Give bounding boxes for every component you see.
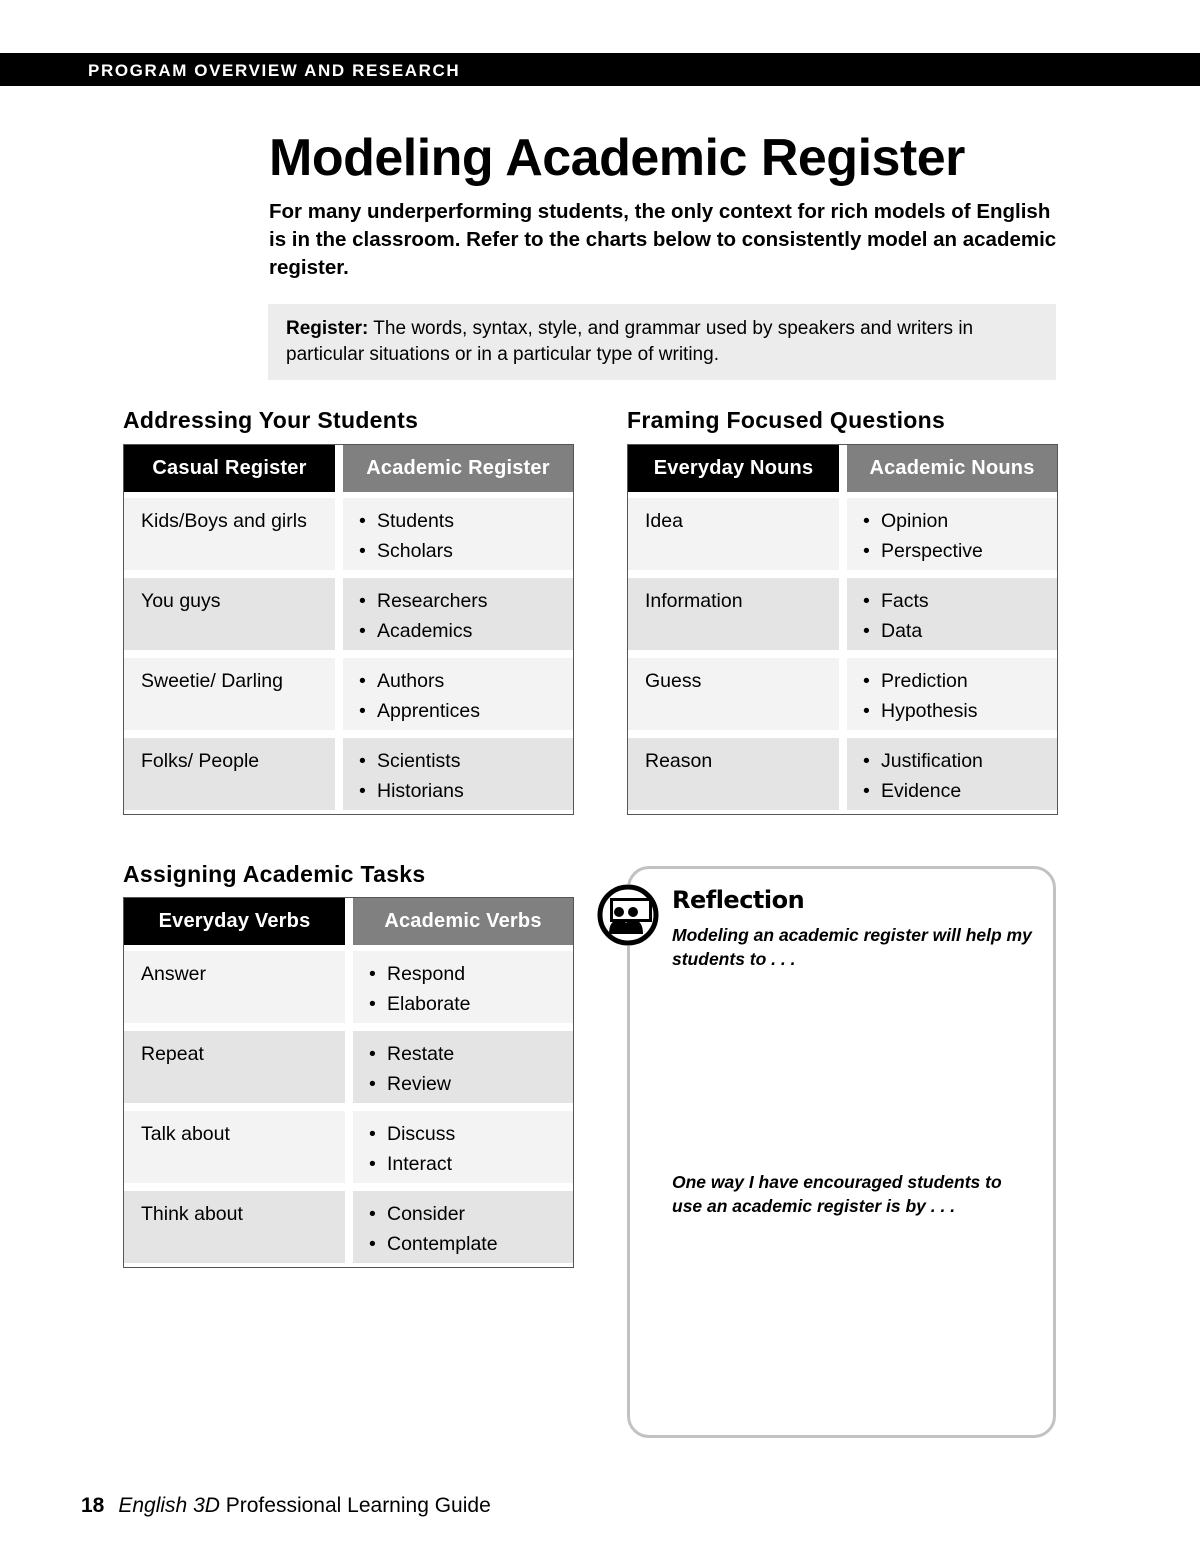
table-header <box>628 445 1057 492</box>
everyday-term: You guys <box>124 578 335 650</box>
everyday-term: Kids/Boys and girls <box>124 498 335 570</box>
academic-term-item <box>863 746 1057 776</box>
everyday-term: Answer <box>124 951 345 1023</box>
everyday-term: Idea <box>628 498 839 570</box>
academic-term-text: Apprentices <box>377 700 480 722</box>
table-header <box>124 445 573 492</box>
column-header-right: Academic Register <box>343 445 573 492</box>
bullet-icon: • <box>359 750 366 772</box>
column-header-right: Academic Nouns <box>847 445 1057 492</box>
academic-term-item <box>369 1039 573 1069</box>
academic-term-item <box>863 506 1057 536</box>
bullet-icon: • <box>369 1233 376 1255</box>
reflection-prompt-1: Modeling an academic register will help my students to . . . <box>672 925 1032 969</box>
academic-term-item <box>369 1199 573 1229</box>
bullet-icon: • <box>863 510 870 532</box>
reflection-prompt-2: One way I have encouraged students to use an academic register is by . . . <box>672 1172 1002 1216</box>
academic-term-text: Scholars <box>377 540 453 562</box>
bullet-icon: • <box>359 700 366 722</box>
everyday-term: Guess <box>628 658 839 730</box>
bullet-icon: • <box>863 620 870 642</box>
academic-term-text: Scientists <box>377 750 461 772</box>
assigning-title: Assigning Academic Tasks <box>123 861 426 887</box>
academic-term-text: Contemplate <box>387 1233 498 1255</box>
academic-term-text: Historians <box>377 780 464 802</box>
academic-term-item <box>369 989 573 1019</box>
academic-term-text: Data <box>881 620 923 642</box>
academic-term-item <box>359 536 573 566</box>
reflection-title: Reflection <box>672 886 805 914</box>
academic-term-item <box>863 536 1057 566</box>
table-row <box>124 1031 573 1103</box>
academic-term-item <box>359 776 573 806</box>
table-header <box>124 898 573 945</box>
academic-term-item <box>863 616 1057 646</box>
academic-term-text: Discuss <box>387 1123 456 1145</box>
academic-term-text: Academics <box>377 620 473 642</box>
bullet-icon: • <box>369 1153 376 1175</box>
table-row <box>124 1111 573 1183</box>
reflection-icon <box>597 884 659 946</box>
academic-terms <box>353 1191 573 1263</box>
academic-term-item <box>863 666 1057 696</box>
bullet-icon: • <box>369 1203 376 1225</box>
table-row <box>124 951 573 1023</box>
academic-term-item <box>369 1149 573 1179</box>
academic-term-text: Review <box>387 1073 451 1095</box>
book-title-rest: Professional Learning Guide <box>219 1494 491 1517</box>
intro-paragraph: For many underperforming students, the only context for rich models of English is in the classroom. Refer to the charts below to consistently model an academic register. <box>269 200 1057 279</box>
academic-term-text: Prediction <box>881 670 968 692</box>
academic-terms <box>343 578 573 650</box>
academic-term-text: Respond <box>387 963 466 985</box>
academic-term-item <box>359 746 573 776</box>
column-header-right: Academic Verbs <box>353 898 573 945</box>
bullet-icon: • <box>863 540 870 562</box>
addressing-table <box>123 444 574 815</box>
academic-term-item <box>863 776 1057 806</box>
academic-term-text: Facts <box>881 590 929 612</box>
table-row <box>628 738 1057 810</box>
table-row <box>124 498 573 570</box>
academic-term-text: Hypothesis <box>881 700 978 722</box>
section-label: PROGRAM OVERVIEW AND RESEARCH <box>88 61 461 80</box>
academic-term-item <box>369 1069 573 1099</box>
academic-terms <box>343 498 573 570</box>
section-header-bar <box>0 53 1200 86</box>
everyday-term: Folks/ People <box>124 738 335 810</box>
assigning-table <box>123 897 574 1268</box>
academic-terms <box>343 658 573 730</box>
bullet-icon: • <box>863 670 870 692</box>
addressing-title: Addressing Your Students <box>123 407 419 433</box>
bullet-icon: • <box>359 540 366 562</box>
page-number: 18 <box>81 1494 105 1517</box>
everyday-term: Reason <box>628 738 839 810</box>
academic-term-item <box>359 666 573 696</box>
bullet-icon: • <box>359 670 366 692</box>
book-title-italic: English 3D <box>118 1494 220 1517</box>
academic-term-item <box>369 1119 573 1149</box>
everyday-term: Sweetie/ Darling <box>124 658 335 730</box>
column-header-left: Everyday Nouns <box>628 445 839 492</box>
academic-terms <box>847 738 1057 810</box>
academic-term-text: Evidence <box>881 780 962 802</box>
academic-terms <box>353 951 573 1023</box>
academic-terms <box>847 658 1057 730</box>
everyday-term: Talk about <box>124 1111 345 1183</box>
table-row <box>628 498 1057 570</box>
bullet-icon: • <box>359 590 366 612</box>
column-header-left: Casual Register <box>124 445 335 492</box>
academic-term-item <box>369 1229 573 1259</box>
academic-term-item <box>359 696 573 726</box>
academic-term-item <box>359 586 573 616</box>
academic-terms <box>343 738 573 810</box>
academic-term-text: Perspective <box>881 540 983 562</box>
academic-terms <box>353 1111 573 1183</box>
bullet-icon: • <box>863 780 870 802</box>
bullet-icon: • <box>369 993 376 1015</box>
academic-term-item <box>359 616 573 646</box>
academic-term-item <box>359 506 573 536</box>
page-title: Modeling Academic Register <box>269 129 965 187</box>
academic-term-item <box>863 696 1057 726</box>
academic-term-text: Restate <box>387 1043 455 1065</box>
bullet-icon: • <box>359 510 366 532</box>
table-row <box>124 738 573 810</box>
bullet-icon: • <box>863 700 870 722</box>
framing-table <box>627 444 1058 815</box>
everyday-term: Information <box>628 578 839 650</box>
academic-term-text: Opinion <box>881 510 949 532</box>
bullet-icon: • <box>369 1043 376 1065</box>
table-row <box>124 578 573 650</box>
academic-term-text: Interact <box>387 1153 453 1175</box>
academic-terms <box>847 578 1057 650</box>
bullet-icon: • <box>359 620 366 642</box>
table-row <box>628 578 1057 650</box>
everyday-term: Think about <box>124 1191 345 1263</box>
bullet-icon: • <box>369 1123 376 1145</box>
everyday-term: Repeat <box>124 1031 345 1103</box>
table-row <box>628 658 1057 730</box>
bullet-icon: • <box>863 750 870 772</box>
column-header-left: Everyday Verbs <box>124 898 345 945</box>
definition-box <box>268 304 1056 380</box>
bullet-icon: • <box>369 963 376 985</box>
definition-text: The words, syntax, style, and grammar used by speakers and writers in particular situations or in a particular type of writing. <box>286 318 974 365</box>
bullet-icon: • <box>369 1073 376 1095</box>
framing-title: Framing Focused Questions <box>627 407 946 433</box>
bullet-icon: • <box>359 780 366 802</box>
academic-term-text: Students <box>377 510 454 532</box>
academic-term-text: Justification <box>881 750 983 772</box>
academic-term-text: Elaborate <box>387 993 471 1015</box>
academic-term-text: Consider <box>387 1203 466 1225</box>
table-row <box>124 658 573 730</box>
page-footer <box>81 1494 491 1518</box>
academic-term-item <box>369 959 573 989</box>
bullet-icon: • <box>863 590 870 612</box>
academic-term-item <box>863 586 1057 616</box>
academic-terms <box>847 498 1057 570</box>
academic-term-text: Researchers <box>377 590 488 612</box>
academic-term-text: Authors <box>377 670 445 692</box>
academic-terms <box>353 1031 573 1103</box>
table-row <box>124 1191 573 1263</box>
definition-term: Register: <box>286 318 369 339</box>
